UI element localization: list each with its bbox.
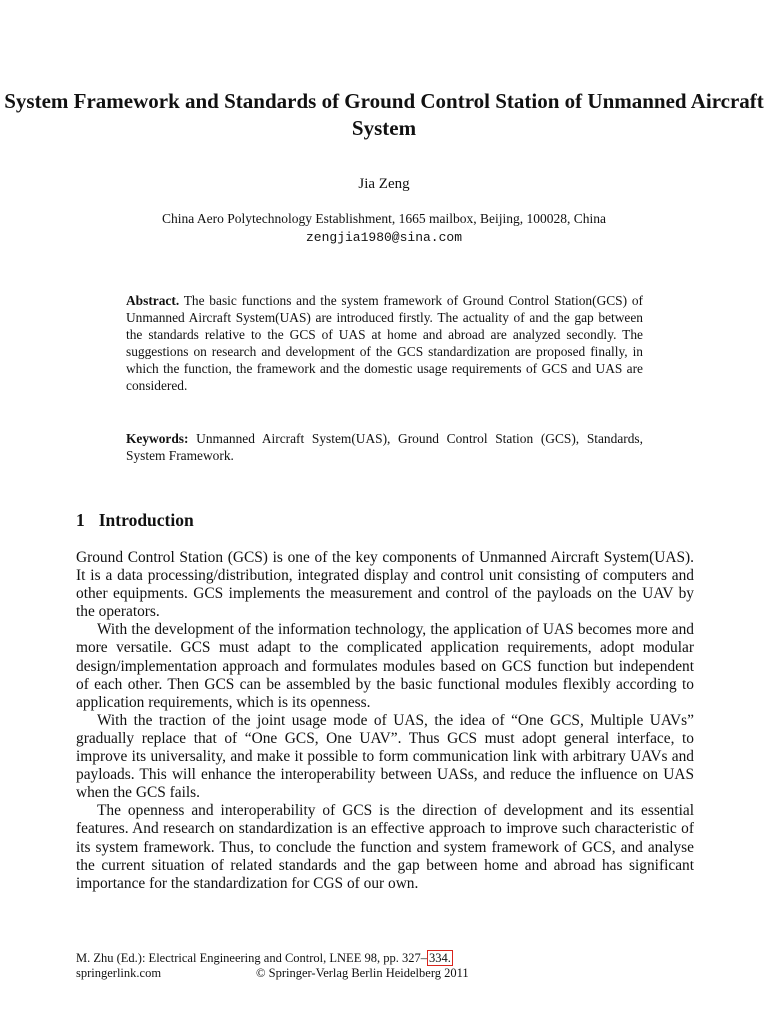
keywords-text: Unmanned Aircraft System(UAS), Ground Control Station (GCS), Standards, System Framework. (126, 431, 643, 464)
paper-title: System Framework and Standards of Ground Control Station of Unmanned Aircraft System (4, 89, 764, 140)
citation-end-page: 334 (428, 951, 448, 965)
end-page-highlight (427, 950, 453, 966)
author-email: zengjia1980@sina.com (305, 230, 463, 245)
paragraph: With the traction of the joint usage mode of UAS, the idea of “One GCS, Multiple UAVs” gradually replace that of “One GCS, One UAV”. Thus GCS must adopt general interface, to improve its universality, and make it possible to form communication link with arbitrary UAVs and payloads. This will enhance the interoperability between UASs, and reduce the influence on UAS when the GCS fails. (76, 711, 694, 802)
section-heading (76, 510, 194, 531)
citation-text: M. Zhu (Ed.): Electrical Engineering and Control, LNEE 98, pp. 327– (76, 951, 427, 965)
paragraph: Ground Control Station (GCS) is one of the key components of Unmanned Aircraft System(UAS). It is a data processing/distribution, integrated display and control unit consisting of computers and other equipments. GCS implements the measurement and control of the payloads on the UAV by the operators. (76, 549, 694, 621)
abstract-text: The basic functions and the system framework of Ground Control Station(GCS) of Unmanned Aircraft System(UAS) are introduced firstly. The actuality of and the gap between the standards relative to the GCS of UAS at home and abroad are analyzed secondly. The suggestions on research and development of the GCS standardization are proposed finally, in which the function, the framework and the domestic usage requirements of GCS and UAS are considered. (126, 293, 644, 394)
copyright-line (76, 966, 596, 981)
citation-suffix: . (447, 951, 451, 965)
paragraph: With the development of the information technology, the application of UAS becomes more and more versatile. GCS must adapt to the complicated application requirements, adopt modular design/implementation approach and formulates modules based on GCS function but independent of each other. Then GCS can be assembled by the basic functional modules flexibly according to application requirements, which is its openness. (76, 621, 694, 711)
affiliation: China Aero Polytechnology Establishment, 1665 mailbox, Beijing, 100028, China (162, 211, 606, 226)
paragraph: The openness and interoperability of GCS is the direction of development and its essential features. And research on standardization is an effective approach to improve such characteristic of its system framework. Thus, to conclude the function and system framework of GCS, and analyse the current situation of related standards and the gap between home and abroad has significant importance for the standardization for CGS of our own. (76, 802, 694, 892)
section-number: 1 (76, 510, 85, 530)
author-name: Jia Zeng (358, 176, 410, 192)
page-footer (76, 951, 596, 981)
abstract-label: Abstract. (126, 293, 180, 308)
citation-line (76, 951, 596, 966)
keywords (126, 430, 643, 464)
section-title: Introduction (98, 510, 194, 530)
copyright-text: © Springer-Verlag Berlin Heidelberg 2011 (256, 966, 469, 980)
keywords-label: Keywords: (126, 431, 189, 446)
publisher-site: springerlink.com (76, 966, 162, 980)
section-body (76, 549, 694, 893)
abstract (126, 292, 643, 395)
